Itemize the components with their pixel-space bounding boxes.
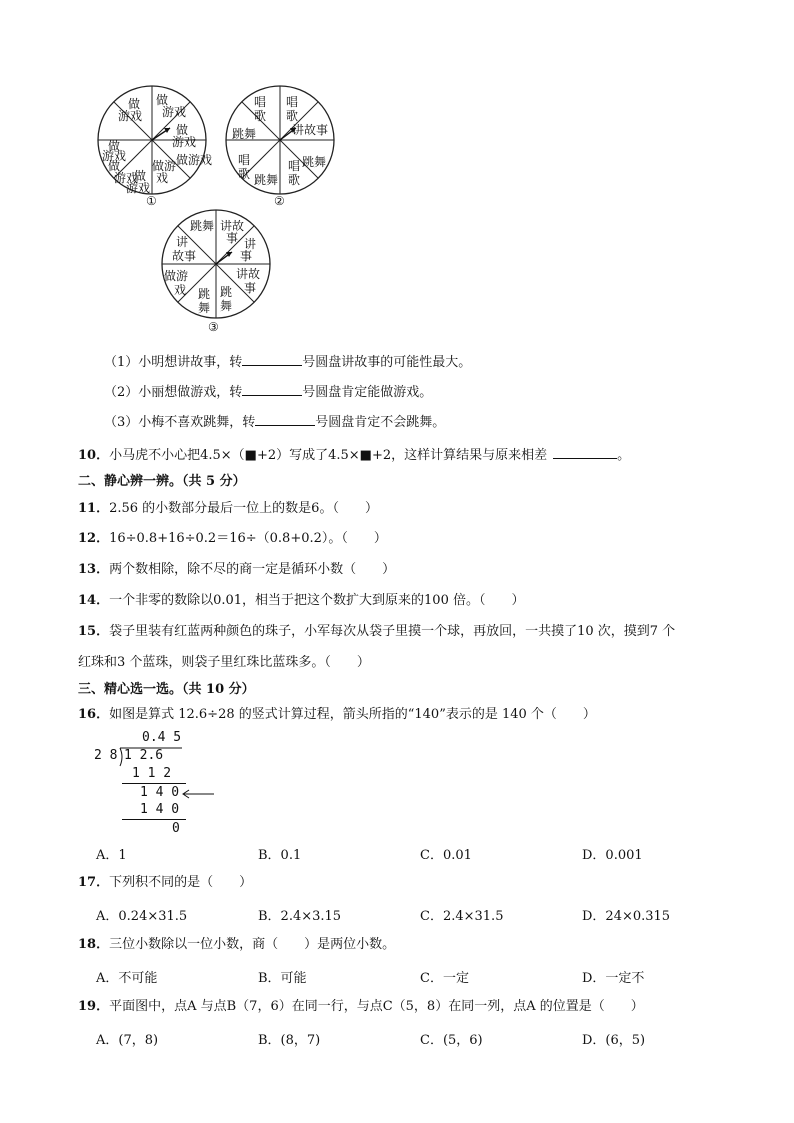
question-11: 11．2.56 的小数部分最后一位上的数是6。（ ）	[78, 501, 378, 516]
arrow-left-icon	[180, 788, 216, 800]
svg-text:跳: 跳	[220, 285, 233, 299]
svg-text:游戏: 游戏	[118, 109, 143, 123]
q19-option-c[interactable]: C．(5，6)	[420, 1033, 483, 1048]
answer-blank[interactable]	[242, 382, 302, 396]
q18-option-c[interactable]: C．一定	[420, 971, 469, 986]
division-remainder: 0	[172, 821, 180, 836]
division-divisor: 2 8	[94, 748, 118, 763]
svg-text:游戏: 游戏	[172, 135, 197, 149]
division-quotient: 0.4 5	[142, 730, 182, 745]
svg-text:做游戏: 做游戏	[176, 153, 213, 167]
svg-text:戏: 戏	[156, 171, 169, 185]
question-17: 17．下列积不同的是（ ）	[78, 875, 253, 890]
svg-text:唱: 唱	[286, 95, 299, 109]
svg-text:舞: 舞	[220, 299, 233, 313]
svg-text:讲: 讲	[244, 237, 257, 251]
q17-option-b[interactable]: B．2.4×3.15	[258, 909, 342, 924]
q19-option-d[interactable]: D．(6，5)	[582, 1033, 646, 1048]
division-row-3: 1 4 0	[140, 802, 180, 817]
question-15: 15．袋子里装有红蓝两种颜色的珠子，小军每次从袋子里摸一个球，再放回，一共摸了10 次，摸到7 个	[78, 624, 676, 639]
svg-text:唱: 唱	[254, 95, 267, 109]
svg-text:讲故: 讲故	[236, 267, 261, 281]
svg-text:事: 事	[240, 249, 253, 263]
q9-part-2: （2）小丽想做游戏，转 号圆盘肯定能做游戏。	[104, 382, 432, 402]
svg-text:做游: 做游	[152, 159, 177, 173]
q17-option-d[interactable]: D．24×0.315	[582, 909, 671, 924]
q18-option-a[interactable]: A．不可能	[96, 971, 158, 986]
question-12: 12．16÷0.8+16÷0.2＝16÷（0.8+0.2）。（ ）	[78, 531, 387, 546]
question-13: 13．两个数相除，除不尽的商一定是循环小数（ ）	[78, 562, 396, 577]
spinner-wheel-3	[160, 208, 272, 320]
svg-text:事: 事	[226, 231, 239, 245]
svg-text:跳舞: 跳舞	[190, 219, 215, 233]
svg-text:做: 做	[134, 169, 147, 183]
svg-text:歌: 歌	[254, 109, 267, 123]
section-2-heading: 二、静心辨一辨。（共 5 分）	[78, 474, 246, 489]
svg-text:讲: 讲	[176, 235, 189, 249]
question-18: 18．三位小数除以一位小数，商（ ）是两位小数。	[78, 937, 396, 952]
svg-text:跳舞: 跳舞	[254, 173, 279, 187]
answer-blank[interactable]	[242, 352, 302, 366]
question-19: 19．平面图中，点A 与点B（7，6）在同一行，与点C（5，8）在同一列，点A 的位置是（ ）	[78, 999, 644, 1014]
wheel-1-label: ①	[146, 194, 157, 208]
division-rule-2	[122, 819, 186, 820]
q18-option-d[interactable]: D．一定不	[582, 971, 645, 986]
svg-text:做: 做	[176, 123, 189, 137]
division-rule-1	[122, 783, 186, 784]
q17-option-a[interactable]: A．0.24×31.5	[96, 909, 188, 924]
q19-option-b[interactable]: B．(8，7)	[258, 1033, 321, 1048]
svg-text:跳舞: 跳舞	[302, 155, 327, 169]
svg-text:做游: 做游	[164, 269, 189, 283]
q9-part-1: （1）小明想讲故事，转 号圆盘讲故事的可能性最大。	[104, 352, 471, 372]
svg-text:唱: 唱	[238, 153, 251, 167]
svg-text:歌: 歌	[286, 109, 299, 123]
svg-text:戏: 戏	[174, 283, 187, 297]
division-dividend: 1 2.6	[124, 748, 164, 763]
svg-text:游戏: 游戏	[126, 181, 151, 195]
svg-text:做: 做	[156, 93, 169, 107]
section-3-heading: 三、精心选一选。（共 10 分）	[78, 682, 255, 697]
q18-option-b[interactable]: B．可能	[258, 971, 307, 986]
question-14: 14．一个非零的数除以0.01，相当于把这个数扩大到原来的100 倍。（ ）	[78, 593, 525, 608]
svg-text:歌: 歌	[288, 173, 301, 187]
svg-text:歌: 歌	[238, 167, 251, 181]
division-row-2: 1 4 0	[140, 785, 180, 800]
spinner-wheel-1	[96, 84, 213, 196]
svg-text:游戏: 游戏	[102, 149, 127, 163]
svg-text:做: 做	[128, 97, 141, 111]
q16-option-d[interactable]: D．0.001	[582, 848, 643, 863]
svg-text:故事: 故事	[172, 249, 197, 263]
q16-option-a[interactable]: A．1	[96, 848, 127, 863]
q17-option-c[interactable]: C．2.4×31.5	[420, 909, 504, 924]
svg-text:做: 做	[108, 139, 121, 153]
q19-option-a[interactable]: A．(7，8)	[96, 1033, 159, 1048]
svg-text:跳舞: 跳舞	[232, 127, 257, 141]
svg-text:舞: 舞	[198, 301, 211, 315]
answer-blank[interactable]	[553, 445, 617, 459]
q16-option-b[interactable]: B．0.1	[258, 848, 302, 863]
question-15-line-2: 红珠和3 个蓝珠，则袋子里红珠比蓝珠多。（ ）	[78, 655, 370, 670]
spinner-wheel-2	[224, 84, 336, 196]
question-16: 16．如图是算式 12.6÷28 的竖式计算过程，箭头所指的“140”表示的是 140 个（ ）	[78, 707, 596, 722]
long-division-figure	[90, 730, 220, 840]
svg-text:游戏: 游戏	[162, 105, 187, 119]
svg-text:游戏: 游戏	[114, 171, 139, 185]
division-row-1: 1 1 2	[132, 766, 172, 781]
svg-text:讲故: 讲故	[220, 219, 245, 233]
answer-blank[interactable]	[255, 412, 315, 426]
wheel-2-label: ②	[274, 194, 285, 208]
svg-text:唱: 唱	[288, 159, 301, 173]
svg-text:事: 事	[244, 281, 257, 295]
svg-text:跳: 跳	[198, 287, 211, 301]
q16-option-c[interactable]: C．0.01	[420, 848, 472, 863]
svg-text:做: 做	[108, 159, 121, 173]
wheel-3-label: ③	[208, 320, 219, 334]
q9-part-3: （3）小梅不喜欢跳舞，转 号圆盘肯定不会跳舞。	[104, 412, 445, 432]
question-10: 10．小马虎不小心把4.5×（■+2）写成了4.5×■+2，这样计算结果与原来相差 。	[78, 445, 630, 465]
svg-text:讲故事: 讲故事	[292, 123, 329, 137]
